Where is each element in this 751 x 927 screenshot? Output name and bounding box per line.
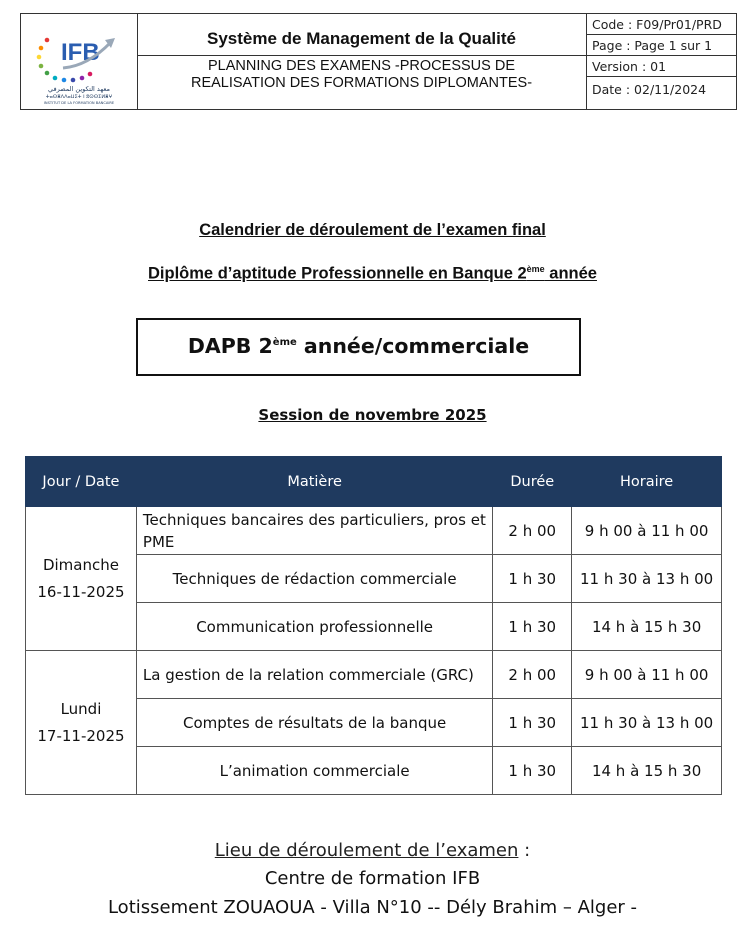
table-header-row: [26, 457, 722, 507]
planning-line-1: PLANNING DES EXAMENS -PROCESSUS DE: [208, 58, 515, 74]
dapb-sup: ème: [272, 337, 297, 348]
time-cell: 14 h à 15 h 30: [572, 603, 722, 651]
duration-cell: 2 h 00: [493, 651, 572, 699]
system-title: Système de Management de la Qualité: [137, 14, 586, 56]
logo-arabic: معهد التكوين المصرفي: [48, 85, 110, 93]
logo-tifinagh: ⵜⴰⵙⴻⴷⴷⴰⵡⵉⵜ ⵏ ⵓⵙⵙⵉⵍⴻⵖ: [45, 94, 113, 100]
day-cell: [26, 507, 137, 651]
session-title: Session de novembre 2025: [258, 406, 487, 424]
table-row: [26, 507, 722, 555]
header-title-cell: [137, 14, 587, 109]
duration-cell: 1 h 30: [493, 747, 572, 795]
day-name: Dimanche: [42, 555, 119, 574]
exam-schedule-table: [25, 456, 722, 795]
logo-caption: INSTITUT DE LA FORMATION BANCAIRE: [43, 101, 115, 105]
lieu-colon: :: [518, 840, 531, 861]
doc-page: Page : Page 1 sur 1: [587, 35, 737, 56]
planning-title: [137, 56, 586, 92]
duration-cell: 1 h 30: [493, 555, 572, 603]
subject-cell: Techniques de rédaction commerciale: [136, 555, 492, 603]
doc-version: Version : 01: [587, 56, 737, 77]
duration-cell: 1 h 30: [493, 699, 572, 747]
planning-line-2: REALISATION DES FORMATIONS DIPLOMANTES-: [190, 75, 533, 91]
col-header-subject: Matière: [136, 457, 492, 507]
dapb-prefix: DAPB 2: [187, 333, 273, 358]
address: Lotissement ZOUAOUA - Villa N°10 -- Dély Brahim – Alger -: [107, 897, 638, 918]
ifb-logo: [33, 28, 125, 106]
day-cell: [26, 651, 137, 795]
lieu-label: Lieu de déroulement de l’examen: [214, 840, 519, 861]
time-cell: 9 h 00 à 11 h 00: [572, 507, 722, 555]
diploma-sup: ème: [526, 264, 545, 274]
logo-letters: IFB: [61, 39, 100, 66]
training-centre: Centre de formation IFB: [264, 868, 481, 889]
subject-cell: Comptes de résultats de la banque: [136, 699, 492, 747]
time-cell: 11 h 30 à 13 h 00: [572, 555, 722, 603]
time-cell: 14 h à 15 h 30: [572, 747, 722, 795]
duration-cell: 2 h 00: [493, 507, 572, 555]
doc-code: Code : F09/Pr01/PRD: [587, 14, 737, 35]
dapb-box: [136, 318, 581, 376]
exam-location-label: [0, 840, 745, 861]
header-meta: [587, 14, 737, 109]
time-cell: 9 h 00 à 11 h 00: [572, 651, 722, 699]
doc-date: Date : 02/11/2024: [592, 82, 707, 97]
dapb-suffix: année/commerciale: [296, 333, 530, 358]
diploma-suffix: année: [544, 264, 597, 283]
time-cell: 11 h 30 à 13 h 00: [572, 699, 722, 747]
diploma-prefix: Diplôme d’aptitude Professionnelle en Banque 2: [148, 264, 527, 283]
col-header-day: Jour / Date: [26, 457, 137, 507]
subject-cell: La gestion de la relation commerciale (GRC): [136, 651, 492, 699]
day-date: 17-11-2025: [37, 726, 125, 745]
col-header-duration: Durée: [493, 457, 572, 507]
col-header-time: Horaire: [572, 457, 722, 507]
logo-cell: [21, 14, 138, 109]
calendar-title: Calendrier de déroulement de l’examen final: [199, 221, 546, 239]
subject-cell: Communication professionnelle: [136, 603, 492, 651]
document-header: [20, 13, 737, 110]
day-date: 16-11-2025: [37, 582, 125, 601]
diploma-title: [0, 264, 745, 284]
subject-cell: L’animation commerciale: [136, 747, 492, 795]
table-row: [26, 651, 722, 699]
day-name: Lundi: [60, 699, 102, 718]
subject-cell: Techniques bancaires des particuliers, pros et PME: [136, 507, 492, 555]
duration-cell: 1 h 30: [493, 603, 572, 651]
